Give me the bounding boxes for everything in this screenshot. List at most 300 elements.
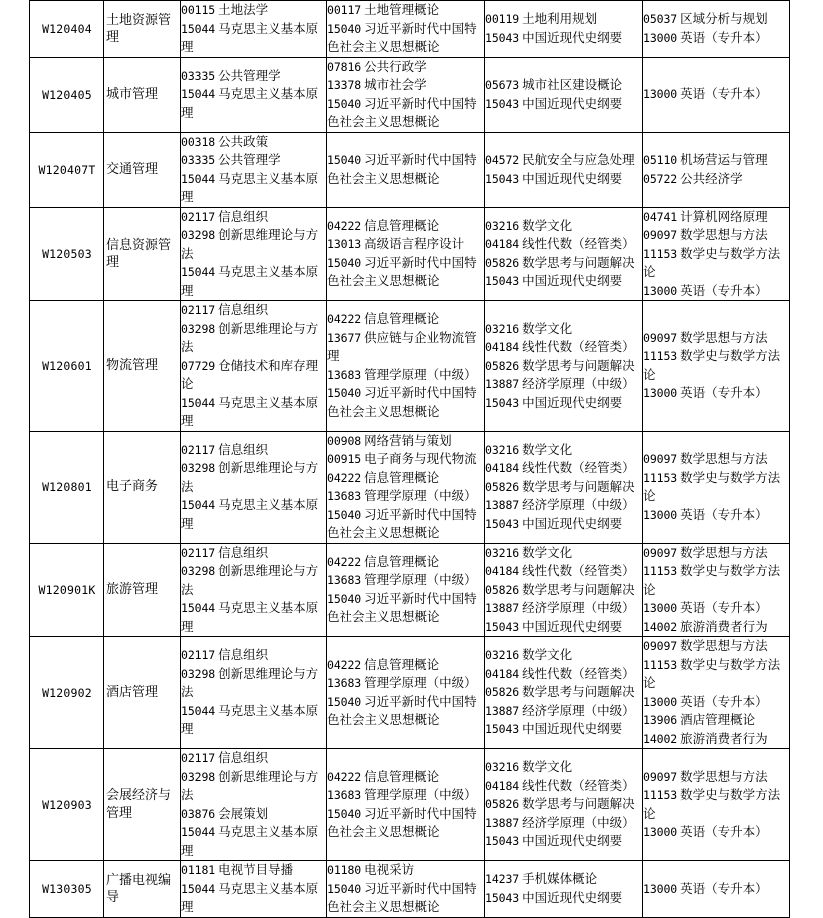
session-2-cell [327, 861, 485, 918]
subject-list [643, 151, 789, 188]
subject-item [485, 496, 642, 515]
major-name-cell [104, 431, 181, 543]
major-name-cell [104, 301, 181, 432]
subject-name: 管理学原理（中级） [364, 488, 477, 503]
subject-item [181, 67, 326, 86]
session-3-cell [485, 132, 643, 207]
subject-name: 计算机网络原理 [680, 208, 768, 224]
subject-item [327, 20, 484, 57]
subject-item [643, 711, 789, 730]
subject-name: 中国近现代史纲要 [522, 618, 623, 634]
subject-name: 数学史与数学方法论 [643, 656, 781, 690]
subject-code: 15043 [485, 834, 520, 849]
subject-code: 15044 [181, 601, 216, 615]
subject-item [181, 861, 326, 880]
session-4-cell [643, 543, 790, 637]
subject-item [643, 469, 789, 506]
major-code-text: W120404 [42, 21, 92, 36]
major-name-cell [104, 543, 181, 637]
subject-name: 信息管理概论 [364, 656, 440, 672]
subject-code: 07729 [181, 358, 216, 373]
subject-code: 03876 [181, 806, 216, 821]
subject-item [643, 544, 789, 563]
subject-name: 数学文化 [522, 217, 573, 233]
subject-list [485, 870, 642, 907]
subject-name: 数学文化 [522, 320, 573, 336]
subject-name: 英语（专升本） [680, 824, 768, 839]
subject-list [181, 646, 326, 739]
subject-name: 线性代数（经管类） [522, 460, 635, 476]
major-code-cell [30, 207, 104, 301]
subject-item [181, 151, 326, 170]
subject-code: 13683 [327, 573, 362, 588]
subject-code: 15040 [327, 21, 362, 36]
subject-code: 11153 [643, 788, 678, 802]
subject-item [327, 590, 484, 627]
subject-item [327, 329, 484, 366]
subject-code: 00915 [327, 452, 362, 466]
subject-item [327, 366, 484, 385]
subject-code: 00908 [327, 433, 362, 448]
subject-code: 13378 [327, 78, 362, 92]
subject-name: 经济学原理（中级） [522, 376, 635, 391]
subject-code: 05110 [643, 153, 678, 167]
major-code-cell [30, 132, 104, 207]
subject-code: 02117 [181, 209, 216, 224]
session-3-cell [485, 207, 643, 301]
major-name-text: 土地资源管理 [106, 12, 172, 45]
subject-code: 03216 [485, 218, 520, 233]
major-code-text: W120407T [38, 162, 96, 177]
subject-item [181, 599, 326, 636]
subject-name: 习近平新时代中国特色社会主义思想概论 [327, 95, 477, 129]
subject-item [181, 441, 326, 460]
subject-code: 13683 [327, 788, 362, 802]
subject-list [643, 85, 789, 104]
subject-code: 07816 [327, 59, 362, 74]
subject-code: 13000 [643, 881, 678, 896]
major-name-text: 会展经济与管理 [106, 788, 172, 821]
subject-name: 区域分析与规划 [680, 11, 768, 27]
subject-code: 11153 [643, 246, 678, 261]
table-row [30, 207, 790, 301]
subject-name: 数学史与数学方法论 [643, 245, 781, 279]
table-row [30, 57, 790, 132]
subject-name: 信息管理概论 [364, 553, 440, 569]
session-3-cell [485, 1, 643, 58]
subject-name: 公共管理学 [218, 67, 281, 83]
subject-name: 管理学原理（中级） [364, 572, 477, 588]
subject-name: 马克思主义基本原理 [181, 824, 319, 858]
subject-item [181, 749, 326, 768]
subject-code: 13013 [327, 237, 362, 252]
subject-name: 信息组织 [218, 302, 269, 317]
subject-name: 高级语言程序设计 [364, 236, 465, 252]
subject-item [643, 637, 789, 656]
subject-name: 创新思维理论与方法 [181, 460, 319, 494]
subject-code: 04222 [327, 769, 362, 784]
subject-name: 城市社会学 [364, 77, 427, 92]
subject-name: 数学思想与方法 [680, 329, 768, 345]
subject-item [327, 469, 484, 488]
subject-code: 13000 [643, 694, 678, 709]
subject-name: 土地法学 [218, 2, 269, 17]
subject-item [643, 599, 789, 618]
subject-code: 15040 [327, 386, 362, 401]
subject-code: 03298 [181, 461, 216, 476]
subject-item [181, 20, 326, 57]
subject-name: 马克思主义基本原理 [181, 497, 319, 531]
subject-list [643, 768, 789, 842]
subject-item [485, 618, 642, 637]
subject-name: 马克思主义基本原理 [181, 86, 319, 120]
subject-name: 数学史与数学方法论 [643, 787, 781, 821]
subject-code: 13000 [643, 825, 678, 839]
subject-item [181, 544, 326, 563]
subject-name: 数学文化 [522, 441, 573, 457]
subject-item [485, 814, 642, 833]
session-1-cell [181, 543, 327, 637]
subject-item [181, 226, 326, 263]
subject-code: 04184 [485, 340, 520, 354]
subject-item [327, 58, 484, 77]
subject-item [643, 208, 789, 227]
subject-item [485, 795, 642, 814]
subject-name: 数学思考与问题解决 [522, 254, 635, 270]
subject-item [643, 245, 789, 282]
subject-item [327, 254, 484, 291]
subject-name: 手机媒体概论 [522, 871, 598, 887]
subject-code: 05826 [485, 685, 520, 700]
subject-list [327, 1, 484, 57]
subject-list [181, 67, 326, 123]
subject-code: 04184 [485, 461, 520, 476]
subject-name: 管理学原理（中级） [364, 366, 477, 382]
subject-item [327, 235, 484, 254]
subject-list [643, 329, 789, 403]
major-code-cell [30, 1, 104, 58]
subject-item [643, 29, 789, 48]
subject-name: 英语（专升本） [680, 880, 768, 896]
subject-item [485, 478, 642, 497]
subject-name: 英语（专升本） [680, 29, 768, 45]
subject-name: 线性代数（经管类） [522, 563, 635, 578]
session-4-cell [643, 749, 790, 861]
session-3-cell [485, 637, 643, 749]
subject-code: 03298 [181, 564, 216, 578]
subject-code: 15040 [327, 591, 362, 606]
subject-code: 02117 [181, 751, 216, 765]
subject-name: 机场营运与管理 [680, 152, 768, 167]
subject-name: 信息管理概论 [364, 311, 440, 327]
subject-code: 01180 [327, 863, 362, 877]
subject-name: 信息管理概论 [364, 469, 440, 485]
subject-list [485, 10, 642, 47]
subject-name: 信息组织 [218, 750, 269, 765]
subject-code: 15040 [327, 806, 362, 821]
subject-name: 英语（专升本） [680, 385, 768, 401]
major-name-cell [104, 57, 181, 132]
subject-item [485, 889, 642, 908]
subject-item [181, 208, 326, 227]
subject-list [181, 133, 326, 207]
major-code-cell [30, 301, 104, 432]
subject-item [181, 823, 326, 860]
session-2-cell [327, 301, 485, 432]
subject-code: 05826 [485, 479, 520, 494]
subject-code: 15043 [485, 274, 520, 289]
subject-item [485, 320, 642, 339]
subject-code: 03216 [485, 760, 520, 775]
subject-name: 创新思维理论与方法 [181, 665, 319, 700]
subject-list [327, 217, 484, 291]
subject-name: 信息管理概论 [364, 768, 440, 784]
subject-name: 旅游消费者行为 [680, 618, 768, 634]
subject-item [327, 805, 484, 842]
subject-list [485, 758, 642, 851]
subject-name: 数学思考与问题解决 [522, 357, 635, 373]
subject-name: 管理学原理（中级） [364, 675, 477, 690]
subject-code: 04222 [327, 312, 362, 327]
subject-list [181, 749, 326, 860]
subject-code: 04184 [485, 564, 520, 578]
subject-name: 电视采访 [364, 862, 415, 877]
subject-name: 线性代数（经管类） [522, 339, 635, 354]
session-4-cell [643, 861, 790, 918]
session-4-cell [643, 431, 790, 543]
subject-name: 仓储技术和库存理论 [181, 357, 319, 391]
subject-item [485, 235, 642, 254]
subject-name: 创新思维理论与方法 [181, 227, 319, 261]
subject-list [643, 10, 789, 47]
subject-item [181, 357, 326, 394]
subject-item [485, 599, 642, 618]
subject-name: 公共管理学 [218, 152, 281, 167]
subject-item [643, 347, 789, 384]
subject-code: 04222 [327, 470, 362, 485]
subject-item [643, 329, 789, 348]
major-name-cell [104, 132, 181, 207]
subject-item [485, 720, 642, 739]
subject-name: 旅游消费者行为 [680, 730, 768, 746]
major-name-text: 旅游管理 [106, 582, 159, 598]
subject-code: 11153 [643, 657, 678, 672]
subject-code: 13000 [643, 507, 678, 522]
subject-item [485, 441, 642, 460]
subject-item [485, 832, 642, 851]
subject-item [327, 880, 484, 917]
major-code-cell [30, 861, 104, 918]
subject-name: 经济学原理（中级） [522, 600, 635, 615]
subject-list [485, 544, 642, 637]
subject-code: 04222 [327, 657, 362, 672]
subject-code: 03298 [181, 228, 216, 242]
subject-code: 03216 [485, 321, 520, 336]
subject-item [643, 786, 789, 823]
subject-list [643, 450, 789, 524]
session-1-cell [181, 749, 327, 861]
subject-code: 15044 [181, 265, 216, 279]
subject-code: 15043 [485, 171, 520, 186]
subject-name: 数学思考与问题解决 [522, 684, 635, 700]
subject-item [643, 226, 789, 245]
subject-code: 00117 [327, 3, 362, 17]
subject-code: 09097 [643, 228, 678, 242]
subject-code: 02117 [181, 545, 216, 560]
subject-name: 数学思想与方法 [680, 451, 768, 466]
subject-name: 数学文化 [522, 544, 573, 560]
session-2-cell [327, 749, 485, 861]
subject-list [327, 861, 484, 917]
subject-name: 信息组织 [218, 544, 269, 560]
subject-item [643, 618, 789, 637]
subject-name: 英语（专升本） [680, 693, 768, 709]
subject-item [181, 394, 326, 431]
subject-code: 04222 [327, 218, 362, 233]
subject-name: 中国近现代史纲要 [522, 515, 623, 531]
subject-code: 14237 [485, 872, 520, 887]
major-code-cell [30, 431, 104, 543]
subject-item [485, 338, 642, 357]
major-name-cell [104, 1, 181, 58]
subject-list [181, 1, 326, 57]
subject-code: 03335 [181, 68, 216, 83]
subject-code: 00115 [181, 3, 216, 17]
session-1-cell [181, 637, 327, 749]
subject-item [181, 665, 326, 702]
subject-item [181, 133, 326, 152]
subject-name: 习近平新时代中国特色社会主义思想概论 [327, 385, 477, 419]
subject-item [485, 683, 642, 702]
subject-list [485, 441, 642, 534]
subject-name: 数学思想与方法 [680, 768, 768, 784]
subject-code: 03298 [181, 666, 216, 681]
table-row [30, 132, 790, 207]
session-4-cell [643, 132, 790, 207]
subject-name: 信息管理概论 [364, 217, 440, 233]
subject-item [643, 823, 789, 842]
subject-code: 03298 [181, 321, 216, 336]
subject-item [327, 384, 484, 421]
subject-name: 信息组织 [218, 647, 269, 663]
subject-item [181, 496, 326, 533]
subject-name: 公共经济学 [680, 170, 743, 186]
subject-code: 15043 [485, 722, 520, 737]
subject-code: 15044 [181, 87, 216, 102]
subject-code: 09097 [643, 330, 678, 345]
subject-name: 中国近现代史纲要 [522, 889, 623, 905]
subject-item [643, 384, 789, 403]
session-2-cell [327, 1, 485, 58]
subject-code: 15040 [327, 881, 362, 896]
major-name-text: 电子商务 [106, 479, 159, 495]
subject-list [485, 217, 642, 291]
subject-item [485, 581, 642, 600]
subject-code: 13683 [327, 489, 362, 503]
subject-code: 14002 [643, 619, 678, 634]
session-4-cell [643, 637, 790, 749]
major-name-cell [104, 861, 181, 918]
subject-code: 15043 [485, 516, 520, 531]
major-code-text: W120901K [38, 582, 96, 597]
subject-code: 13000 [643, 601, 678, 615]
subject-name: 数学史与数学方法论 [643, 348, 781, 382]
subject-item [181, 702, 326, 739]
subject-code: 13000 [643, 386, 678, 401]
subject-name: 数学文化 [522, 647, 573, 663]
subject-code: 15043 [485, 619, 520, 634]
session-2-cell [327, 207, 485, 301]
subject-name: 管理学原理（中级） [364, 787, 477, 802]
subject-list [181, 441, 326, 534]
subject-code: 15044 [181, 703, 216, 718]
subject-name: 经济学原理（中级） [522, 702, 635, 718]
table-row [30, 431, 790, 543]
subject-item [643, 10, 789, 29]
subject-item [327, 553, 484, 572]
subject-code: 04184 [485, 237, 520, 252]
subject-item [327, 76, 484, 95]
subject-item [327, 786, 484, 805]
subject-name: 英语（专升本） [680, 506, 768, 522]
subject-item [485, 777, 642, 796]
table-row [30, 1, 790, 58]
subject-item [327, 432, 484, 451]
subject-name: 土地管理概论 [364, 2, 440, 17]
session-4-cell [643, 57, 790, 132]
session-2-cell [327, 543, 485, 637]
subject-code: 15040 [327, 255, 362, 270]
subject-item [485, 702, 642, 721]
subject-item [327, 693, 484, 730]
subject-name: 电子商务与现代物流 [364, 451, 477, 466]
major-code-text: W120601 [42, 358, 92, 373]
subject-item [327, 656, 484, 675]
session-1-cell [181, 301, 327, 432]
subject-item [181, 85, 326, 122]
subject-code: 15044 [181, 395, 216, 410]
subject-name: 城市社区建设概论 [522, 77, 623, 92]
subject-name: 线性代数（经管类） [522, 777, 635, 793]
session-1-cell [181, 1, 327, 58]
subject-item [181, 263, 326, 300]
subject-code: 05826 [485, 797, 520, 812]
subject-name: 公共行政学 [364, 58, 427, 74]
session-3-cell [485, 57, 643, 132]
subject-code: 02117 [181, 303, 216, 317]
subject-name: 网络营销与策划 [364, 432, 452, 448]
subject-name: 供应链与企业物流管理 [327, 329, 477, 364]
subject-name: 中国近现代史纲要 [522, 394, 623, 410]
major-name-cell [104, 207, 181, 301]
major-name-text: 物流管理 [106, 358, 159, 374]
major-code-text: W120801 [42, 480, 92, 494]
subject-code: 04741 [643, 209, 678, 224]
subject-item [327, 217, 484, 236]
subject-name: 电视节目导播 [218, 862, 294, 877]
subject-code: 15044 [181, 21, 216, 36]
subject-code: 15044 [181, 825, 216, 839]
subject-code: 15043 [485, 96, 520, 111]
session-1-cell [181, 207, 327, 301]
subject-item [485, 665, 642, 684]
subject-item [485, 272, 642, 291]
subject-code: 02117 [181, 442, 216, 457]
session-3-cell [485, 749, 643, 861]
major-code-cell [30, 637, 104, 749]
subject-item [485, 646, 642, 665]
subject-code: 13683 [327, 367, 362, 382]
